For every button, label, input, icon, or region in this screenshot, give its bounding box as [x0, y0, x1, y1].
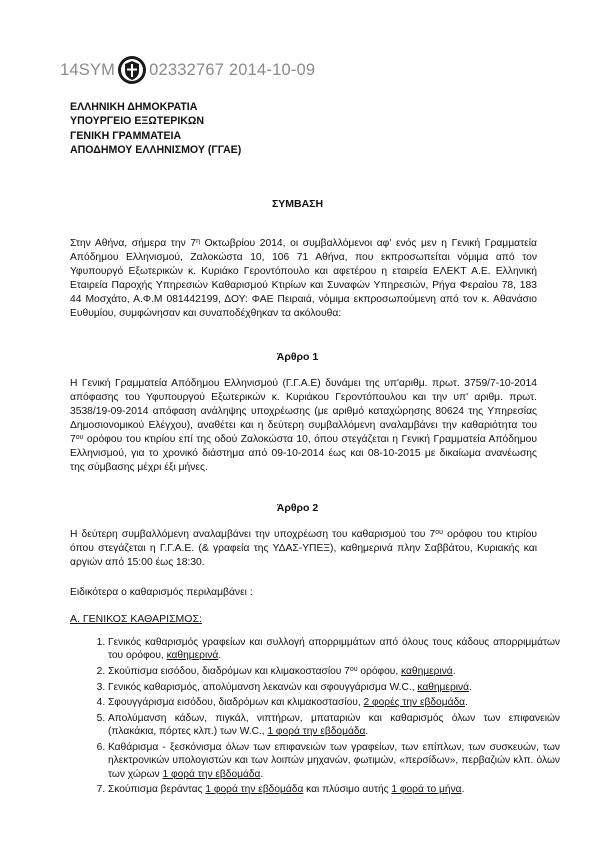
header-line-2: ΥΠΟΥΡΓΕΙΟ ΕΞΩΤΕΡΙΚΩΝ — [70, 115, 205, 128]
section-a-heading: Α. ΓΕΝΙΚΟΣ ΚΑΘΑΡΙΣΜΟΣ: — [70, 613, 202, 625]
intro-paragraph: Στην Αθήνα, σήμερα την $7^\eta$ Οκτωβρίου 2014, οι συμβαλλόμενοι αφ' ενός μεν η Γενική Γραμματεία Απόδημου Ελληνισμού, Ζαλοκώστα 10, 106 71 Αθήνα, που εκπροσωπείται νόμιμα από τον Υφυπουργό Εξωτερικών κ. Κυριάκο Γεροντόπουλο και αφετέρου η εταιρεία ΕΛΕΚΤ Α.Ε. Ελληνική Εταιρεία Παροχής Υπηρεσιών Καθαρισμού Κτιρίων και Συναφών Υπηρεσιών, Ρήγα Φεραίου 78, 183 44 Μοσχάτο, Α.Φ.Μ 081442199, ΔΟΥ: ΦΑΕ Πειραιά, νόμιμα εκπροσωπούμενη από τον κ. Αθανάσιο Ευθυμίου, συμφώνησαν και συναποδέχθηκαν τα ακόλουθα: — [70, 238, 537, 319]
stamp-prefix: 14SYM — [60, 61, 116, 79]
list-item: 7. Σκούπισμα βεράντας 1 φορά την εβδομάδα και πλύσιμο αυτής 1 φορά το μήνα. — [108, 783, 560, 796]
list-item: 2. Σκούπισμα εισόδου, διαδρόμων και κλιμακοστασίου $7^{o\upsilon}$ ορόφου, καθημερινά. — [108, 665, 560, 678]
list-item: 3. Γενικός καθαρισμός, απολύμανση λεκανών και σφουγγάρισμα W.C., καθημερινά. — [108, 681, 560, 694]
document-title: ΣΥΜΒΑΣΗ — [271, 198, 324, 210]
cleaning-tasks-list — [86, 636, 560, 799]
stamp-suffix: 02332767 2014-10-09 — [149, 61, 316, 79]
article-2-text: Η δεύτερη συμβαλλόμενη αναλαμβάνει την υποχρέωση του καθαρισμού του $7^{o\upsilon}$ ορόφου του κτιρίου όπου στεγάζεται η Γ.Γ.Α.Ε. (& γραφεία της ΥΔΑΣ-ΥΠΕΞ), καθημερινά πλην Σαββάτου, Κυριακής και αργιών από 15:00 έως 18:30. — [70, 529, 537, 568]
article-1-heading: Άρθρο 1 — [276, 351, 319, 363]
header-line-1: ΕΛΛΗΝΙΚΗ ΔΗΜΟΚΡΑΤΙΑ — [70, 101, 198, 113]
list-item: 6. Καθάρισμα - ξεσκόνισμα όλων των επιφανειών των γραφείων, των επίπλων, των συσκευών, των ηλεκτρονικών υπολογιστών και των λοιπών μηχανών, φωτιμών, «περσίδων», περβαζιών κλπ. όλων των χώρων 1 φορά την εβδομάδα. — [108, 741, 560, 781]
list-item: 5. Απολύμανση κάδων, πιγκάλ, νιπτήρων, μπαταριών και καθαρισμός όλων των επιφανειών (πλακάκια, πόρτες κλπ.) των W.C., 1 φορά την εβδομάδα. — [108, 712, 560, 739]
includes-line: Ειδικότερα ο καθαρισμός περιλαμβάνει : — [70, 587, 253, 598]
header-line-3: ΓΕΝΙΚΗ ΓΡΑΜΜΑΤΕΙΑ — [70, 129, 182, 142]
header-line-4: ΑΠΟΔΗΜΟΥ ΕΛΛΗΝΙΣΜΟΥ (ΓΓΑΕ) — [70, 144, 242, 157]
article-1-text: Η Γενική Γραμματεία Απόδημου Ελληνισμού (Γ.Γ.Α.Ε) δυνάμει της υπ'αριθμ. πρωτ. 3759/7-10-2014 απόφασης του Υφυπουργού Εξωτερικών κ. Κυριάκου Γεροντόπουλου και την υπ' αριθμ. πρωτ. 3538/19-09-2014 απόφαση ανάληψης υποχρέωσης (με αριθμό καταχώρησης 80624 της Υπηρεσίας Δημοσιονομικού Ελέγχου), αναθέτει και η δεύτερη συμβαλλόμενη αναλαμβάνει την καθαριότητα του $7^{o\upsilon}$ ορόφου του κτιρίου επί της οδού Ζαλοκώστα 10, όπου στεγάζεται η Γενική Γραμματεία Απόδημου Ελληνισμού, για το χρονικό διάστημα από 09-10-2014 έως και 08-10-2015 με δικαίωμα ανανέωσης της σύμβασης μέχρι έξι μήνες. — [70, 378, 537, 473]
issuer-header — [70, 100, 241, 158]
coat-of-arms-icon — [115, 60, 149, 80]
list-item: 4. Σφουγγάρισμα εισόδου, διαδρόμων και κλιμακοστασίου, 2 φορές την εβδομάδα. — [108, 696, 560, 709]
article-2-heading: Άρθρο 2 — [276, 502, 319, 514]
registry-stamp — [60, 60, 315, 80]
list-item: 1. Γενικός καθαρισμός γραφείων και συλλογή απορριμμάτων από όλους τους κάδους απορριμμάτων του ορόφου, καθημερινά. — [108, 636, 560, 663]
